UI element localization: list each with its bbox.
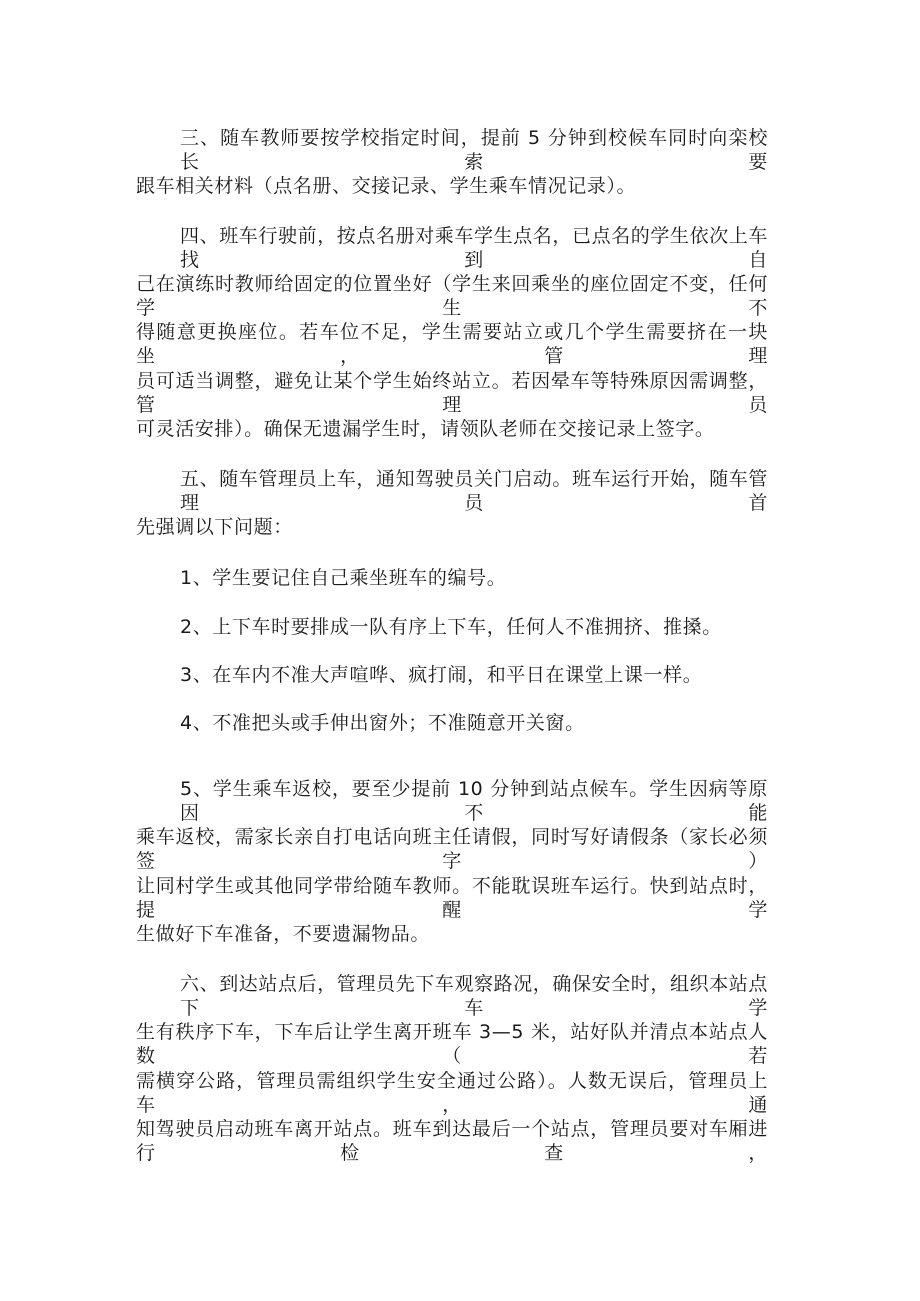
list-item-5-line-1: 5、学生乘车返校，要至少提前 10 分钟到站点候车。学生因病等原因不能 xyxy=(180,778,768,824)
list-item-5-line-4: 生做好下车准备，不要遗漏物品。 xyxy=(136,923,431,945)
paragraph-6-line-3: 需横穿公路，管理员需组织学生安全通过公路）。人数无误后，管理员上车，通 xyxy=(136,1070,768,1116)
paragraph-6-line-4: 知驾驶员启动班车离开站点。班车到达最后一个站点，管理员要对车厢进行检查， xyxy=(136,1118,768,1164)
list-item-5-line-2: 乘车返校，需家长亲自打电话向班主任请假，同时写好请假条（家长必须签字） xyxy=(136,826,768,872)
paragraph-4-line-4: 员可适当调整，避免让某个学生始终站立。若因晕车等特殊原因需调整，管理员 xyxy=(136,370,768,416)
list-item-4: 4、不准把头或手伸出窗外；不准随意开关窗。 xyxy=(180,712,585,734)
paragraph-6-line-2: 生有秩序下车，下车后让学生离开班车 3—5 米，站好队并清点本站点人数（若 xyxy=(136,1021,768,1067)
paragraph-6-line-1: 六、到达站点后，管理员先下车观察路况，确保安全时，组织本站点下车学 xyxy=(180,973,769,1019)
paragraph-4-line-5: 可灵活安排）。确保无遗漏学生时，请领队老师在交接记录上签字。 xyxy=(136,418,715,440)
paragraph-4-line-2: 己在演练时教师给固定的位置坐好（学生来回乘坐的座位固定不变，任何学生不 xyxy=(136,273,768,319)
list-item-3: 3、在车内不准大声喧哗、疯打闹，和平日在课堂上课一样。 xyxy=(180,664,703,686)
list-item-5-line-3: 让同村学生或其他同学带给随车教师。不能耽误班车运行。快到站点时，提醒学 xyxy=(136,875,768,921)
paragraph-5-line-2: 先强调以下问题： xyxy=(136,516,293,538)
paragraph-5-line-1: 五、随车管理员上车，通知驾驶员关门启动。班车运行开始，随车管理员首 xyxy=(180,468,769,514)
paragraph-4-line-3: 得随意更换座位。若车位不足，学生需要站立或几个学生需要挤在一块坐，管理 xyxy=(136,321,768,367)
list-item-1: 1、学生要记住自己乘坐班车的编号。 xyxy=(180,567,507,589)
paragraph-3-line-2: 跟车相关材料（点名册、交接记录、学生乘车情况记录）。 xyxy=(136,175,637,197)
list-item-2: 2、上下车时要排成一队有序上下车，任何人不准拥挤、推搡。 xyxy=(180,616,722,638)
paragraph-3-line-1: 三、随车教师要按学校指定时间，提前 5 分钟到校候车同时向栾校长索要 xyxy=(180,127,768,173)
paragraph-4-line-1: 四、班车行驶前，按点名册对乘车学生点名，已点名的学生依次上车找到自 xyxy=(180,225,769,271)
